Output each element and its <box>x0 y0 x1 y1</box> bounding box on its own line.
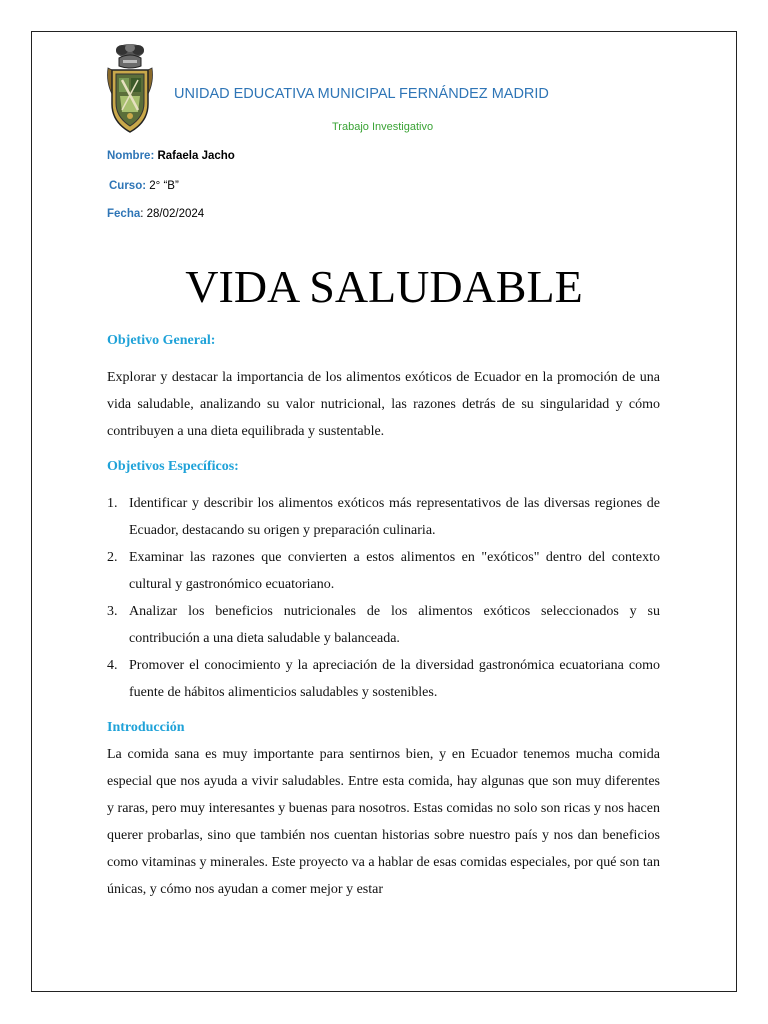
list-item-text: Examinar las razones que convierten a estos alimentos en "exóticos" dentro del contexto cultural y gastronómico ecuatoriano. <box>129 550 660 592</box>
course-value: 2° “B” <box>146 180 179 192</box>
objetivo-general-heading: Objetivo General: <box>107 333 216 348</box>
course-line <box>109 180 179 192</box>
list-item <box>107 544 660 598</box>
document-subtitle: Trabajo Investigativo <box>332 121 434 133</box>
introduccion-heading: Introducción <box>107 720 185 735</box>
list-item-text: Identificar y describir los alimentos exóticos más representativos de las diversas regiones de Ecuador, destacando su origen y preparación culinaria. <box>129 496 660 538</box>
introduccion-text: La comida sana es muy importante para sentirnos bien, y en Ecuador tenemos mucha comida especial que nos ayuda a vivir saludables. Entre esta comida, hay algunas que son muy diferentes y raras, pero muy interesantes y buenas para nosotros. Estas comidas no solo son ricas y nos hacen querer probarlas, sino que también nos cuentan historias sobre nuestro país y nos dan beneficios como vitaminas y minerales. Este proyecto va a hablar de esas comidas especiales, por qué son tan únicas, y cómo nos ayudan a comer mejor y estar <box>107 747 660 897</box>
name-label: Nombre: <box>107 150 155 162</box>
list-item-number: 3. <box>107 604 118 619</box>
list-item-number: 1. <box>107 496 118 511</box>
list-item-number: 2. <box>107 550 118 565</box>
objetivos-especificos-list <box>107 490 660 706</box>
list-item <box>107 490 660 544</box>
student-name-line <box>107 150 235 162</box>
list-item-text: Analizar los beneficios nutricionales de los alimentos exóticos seleccionados y su contribución a una dieta saludable y balanceada. <box>129 604 660 646</box>
list-item <box>107 652 660 706</box>
date-label: Fecha <box>107 208 141 220</box>
course-label: Curso: <box>109 180 147 192</box>
name-value: Rafaela Jacho <box>154 150 235 162</box>
school-name: UNIDAD EDUCATIVA MUNICIPAL FERNÁNDEZ MADRID <box>174 86 549 102</box>
page-title: VIDA SALUDABLE <box>185 261 583 312</box>
date-value: : 28/02/2024 <box>140 208 205 220</box>
list-item <box>107 598 660 652</box>
list-item-text: Promover el conocimiento y la apreciación de la diversidad gastronómica ecuatoriana como fuente de hábitos alimenticios saludables y sostenibles. <box>129 658 660 700</box>
school-crest-icon <box>104 42 156 134</box>
objetivos-especificos-heading: Objetivos Específicos: <box>107 459 239 474</box>
objetivo-general-text: Explorar y destacar la importancia de los alimentos exóticos de Ecuador en la promoción de una vida saludable, analizando su valor nutricional, las razones detrás de su singularidad y cómo contribuyen a una dieta equilibrada y sustentable. <box>107 370 660 439</box>
list-item-number: 4. <box>107 658 118 673</box>
date-line <box>107 208 204 220</box>
